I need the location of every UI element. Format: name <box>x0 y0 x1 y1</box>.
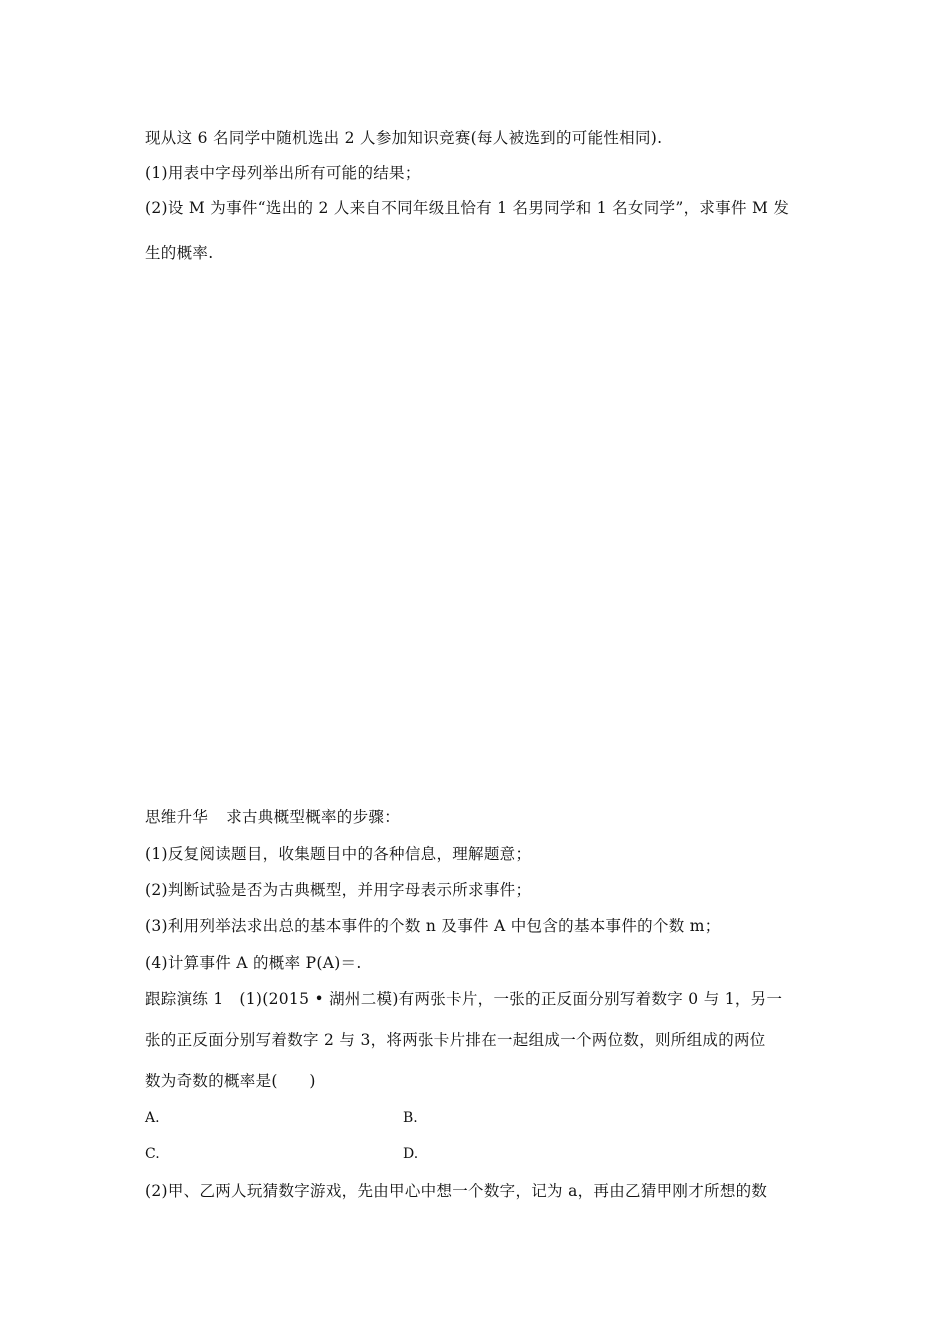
option-d: D. <box>403 1146 419 1162</box>
option-b: B. <box>403 1110 418 1126</box>
summary-step-4: (4)计算事件 A 的概率 P(A)＝. <box>145 954 362 972</box>
summary-heading <box>145 807 400 827</box>
summary-step-2: (2)判断试验是否为古典概型，并用字母表示所求事件； <box>145 881 532 899</box>
practice-line-3: 数为奇数的概率是( ) <box>145 1072 316 1090</box>
problem-question-2-line-1: (2)设 M 为事件“选出的 2 人来自不同年级且恰有 1 名男同学和 1 名女同学”，求事件 M 发 <box>145 199 790 217</box>
summary-step-1: (1)反复阅读题目，收集题目中的各种信息，理解题意； <box>145 845 532 863</box>
option-c: C. <box>145 1146 160 1162</box>
problem-question-2-line-2: 生的概率. <box>145 244 214 262</box>
problem-question-1: (1)用表中字母列举出所有可能的结果； <box>145 164 421 182</box>
option-a: A. <box>145 1110 160 1126</box>
practice-line-1: 跟踪演练 1 (1)(2015 • 湖州二模)有两张卡片，一张的正反面分别写着数字 0 与 1，另一 <box>145 990 783 1008</box>
practice-line-2: 张的正反面分别写着数字 2 与 3，将两张卡片排在一起组成一个两位数，则所组成的两位 <box>145 1031 766 1049</box>
summary-label: 思维升华 <box>145 808 209 826</box>
summary-step-3: (3)利用列举法求出总的基本事件的个数 n 及事件 A 中包含的基本事件的个数 m； <box>145 917 721 935</box>
summary-title: 求古典概型概率的步骤： <box>226 808 401 826</box>
practice-question-2-line-1: (2)甲、乙两人玩猜数字游戏，先由甲心中想一个数字，记为 a，再由乙猜甲刚才所想的数 <box>145 1182 768 1200</box>
problem-intro: 现从这 6 名同学中随机选出 2 人参加知识竞赛(每人被选到的可能性相同). <box>145 129 663 147</box>
